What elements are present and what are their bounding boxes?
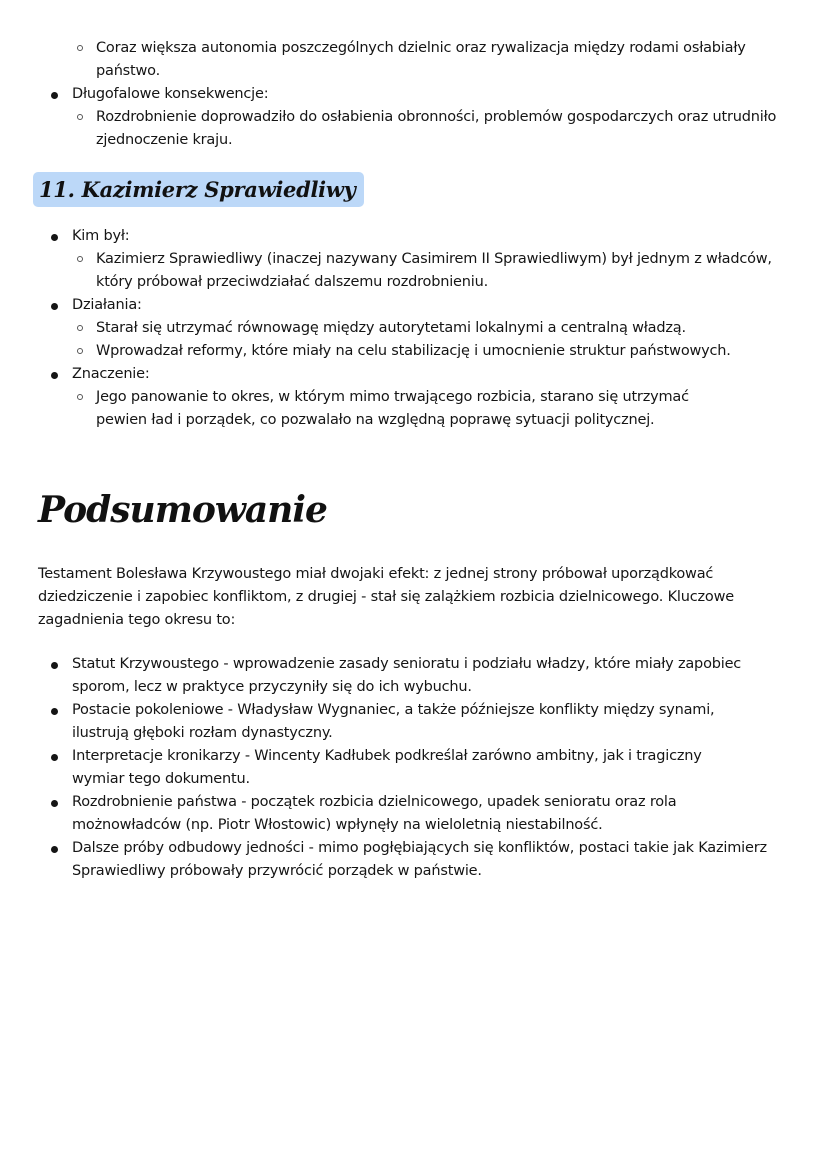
summary-key-points bbox=[0, 653, 828, 883]
bullet-icon bbox=[51, 846, 58, 853]
section-heading-kazimierz: 11. Kazimierz Sprawiedliwy bbox=[33, 172, 364, 207]
list-item bbox=[0, 83, 828, 152]
previous-section-continuation bbox=[0, 37, 828, 152]
bullet-icon bbox=[51, 754, 58, 761]
kazimierz-section-content bbox=[0, 225, 828, 432]
sub-bullet-list bbox=[72, 37, 828, 83]
hollow-bullet-icon bbox=[77, 114, 83, 120]
sub-bullet-list bbox=[72, 106, 828, 152]
list-item bbox=[0, 37, 828, 83]
bullet-list bbox=[0, 37, 828, 152]
list-item-text: Statut Krzywoustego - wprowadzenie zasady senioratu i podziału władzy, które miały zapobiec sporom, lecz w praktyce przyczyniły się do ich wybuchu. bbox=[72, 656, 742, 695]
sub-item-text: Coraz większa autonomia poszczególnych dzielnic oraz rywalizacja między rodami osłabiały państwo. bbox=[96, 40, 746, 79]
hollow-bullet-icon bbox=[77, 256, 83, 262]
sub-item-text: Wprowadzał reformy, które miały na celu stabilizację i umocnienie struktur państwowych. bbox=[96, 343, 731, 359]
hollow-bullet-icon bbox=[77, 394, 83, 400]
sub-item-text: Jego panowanie to okres, w którym mimo trwającego rozbicia, starano się utrzymać pewien ład i porządek, co pozwalało na względną poprawę sytuacji politycznej. bbox=[96, 389, 689, 428]
bullet-icon bbox=[51, 708, 58, 715]
summary-heading: Podsumowanie bbox=[38, 489, 327, 531]
bullet-icon bbox=[51, 800, 58, 807]
sub-list-item bbox=[0, 340, 736, 363]
list-item bbox=[0, 294, 828, 363]
list-item-label: Działania: bbox=[72, 297, 142, 313]
sub-list-item bbox=[0, 106, 786, 152]
sub-list-item bbox=[0, 317, 806, 340]
sub-bullet-list bbox=[72, 248, 828, 294]
hollow-bullet-icon bbox=[77, 45, 83, 51]
list-item bbox=[0, 745, 742, 791]
hollow-bullet-icon bbox=[77, 348, 83, 354]
sub-item-text: Rozdrobnienie doprowadziło do osłabienia obronności, problemów gospodarczych oraz utrudniło zjednoczenie kraju. bbox=[96, 109, 777, 148]
sub-list-item bbox=[0, 386, 736, 432]
bullet-icon bbox=[51, 303, 58, 310]
sub-list-item bbox=[0, 37, 786, 83]
list-item-text: Rozdrobnienie państwa - początek rozbicia dzielnicowego, upadek senioratu oraz rola możnowładców (np. Piotr Włostowic) wpłynęły na wieloletnią niestabilność. bbox=[72, 794, 677, 833]
bullet-icon bbox=[51, 234, 58, 241]
list-item-text: Dalsze próby odbudowy jedności - mimo pogłębiających się konfliktów, postaci takie jak Kazimierz Sprawiedliwy próbowały przywrócić porządek w państwie. bbox=[72, 840, 767, 879]
list-item bbox=[0, 837, 772, 883]
sub-item-text: Kazimierz Sprawiedliwy (inaczej nazywany Casimirem II Sprawiedliwym) był jednym z władców, który próbował przeciwdziałać dalszemu rozdrobnieniu. bbox=[96, 251, 772, 290]
bullet-icon bbox=[51, 662, 58, 669]
summary-intro-paragraph: Testament Bolesława Krzywoustego miał dwojaki efekt: z jednej strony próbował uporządkować dziedziczenie i zapobiec konfliktom, z drugiej - stał się zalążkiem rozbicia dzielnicowego. Kluczowe zagadnienia tego okresu to: bbox=[38, 566, 734, 628]
list-item-text: Interpretacje kronikarzy - Wincenty Kadłubek podkreślał zarówno ambitny, jak i tragiczny wymiar tego dokumentu. bbox=[72, 748, 702, 787]
bullet-list bbox=[0, 653, 828, 883]
sub-bullet-list bbox=[72, 317, 828, 363]
bullet-list bbox=[0, 225, 828, 432]
list-item bbox=[0, 653, 772, 699]
list-item bbox=[0, 791, 772, 837]
hollow-bullet-icon bbox=[77, 325, 83, 331]
sub-list-item bbox=[0, 248, 786, 294]
list-item-text: Postacie pokoleniowe - Władysław Wygnaniec, a także późniejsze konflikty między synami, ilustrują głęboki rozłam dynastyczny. bbox=[72, 702, 715, 741]
list-item-label: Znaczenie: bbox=[72, 366, 150, 382]
sub-bullet-list bbox=[72, 386, 828, 432]
list-item-label: Długofalowe konsekwencje: bbox=[72, 86, 269, 102]
bullet-icon bbox=[51, 372, 58, 379]
list-item bbox=[0, 363, 828, 432]
sub-item-text: Starał się utrzymać równowagę między autorytetami lokalnymi a centralną władzą. bbox=[96, 320, 686, 336]
list-item bbox=[0, 225, 828, 294]
list-item bbox=[0, 699, 742, 745]
bullet-icon bbox=[51, 92, 58, 99]
list-item-label: Kim był: bbox=[72, 228, 130, 244]
